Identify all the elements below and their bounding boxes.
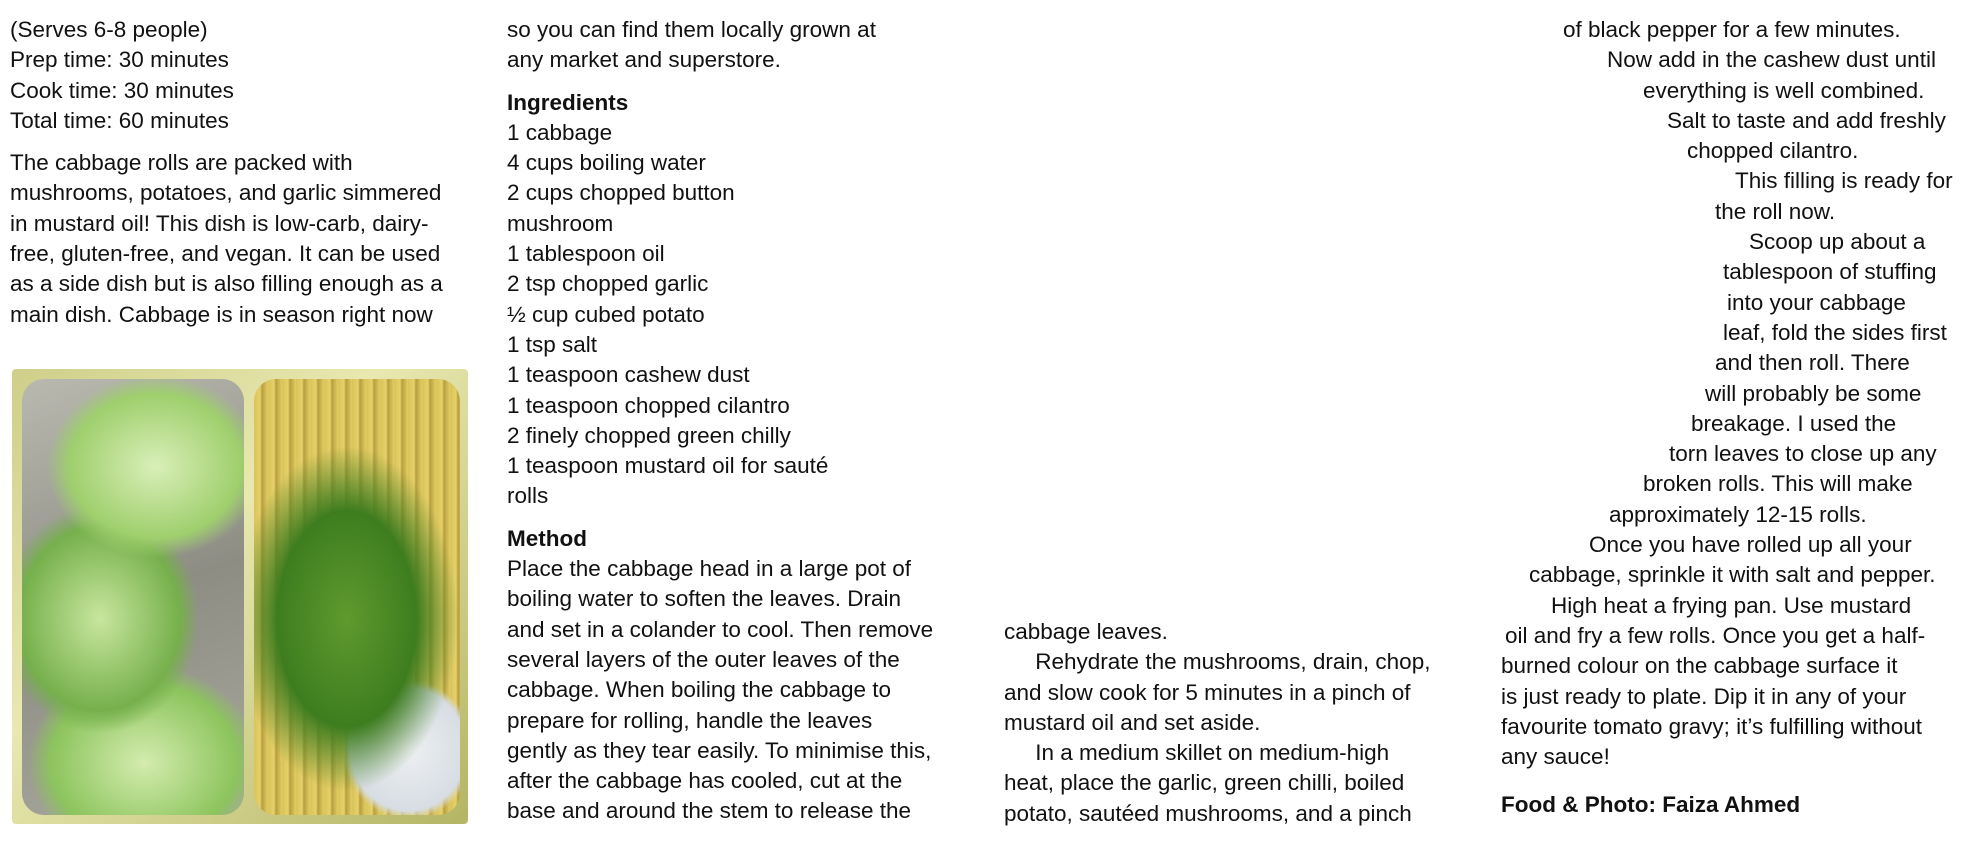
intro-line: in mustard oil! This dish is low-carb, dairy- — [10, 210, 429, 236]
method-line: favourite tomato gravy; it’s fulfilling without — [1501, 713, 1923, 739]
ingredient-item: 1 teaspoon cashew dust — [507, 362, 750, 388]
ingredients-heading: Ingredients — [507, 89, 629, 115]
method-line: is just ready to plate. Dip it in any of your — [1501, 683, 1907, 709]
ingredient-item: rolls — [507, 483, 549, 509]
method-line: and then roll. There — [1715, 350, 1910, 376]
ingredient-item: 2 tsp chopped garlic — [507, 271, 709, 297]
ingredient-item: 1 teaspoon chopped cilantro — [507, 392, 790, 418]
method-line: torn leaves to close up any — [1669, 441, 1937, 467]
column-1 — [10, 15, 480, 330]
method-line: chopped cilantro. — [1687, 138, 1859, 164]
ingredient-item: 2 finely chopped green chilly — [507, 422, 791, 448]
total-time-text: Total time: 60 minutes — [10, 107, 229, 133]
ingredient-item: 1 teaspoon mustard oil for sauté — [507, 453, 829, 479]
method-line: several layers of the outer leaves of the — [507, 646, 900, 672]
servings-text: (Serves 6-8 people) — [10, 17, 208, 42]
method-line: into your cabbage — [1727, 289, 1906, 315]
ingredient-item: ½ cup cubed potato — [507, 301, 705, 327]
method-line: Scoop up about a — [1749, 229, 1926, 255]
method-line: base and around the stem to release the — [507, 798, 912, 824]
method-line: potato, sautéed mushrooms, and a pinch — [1004, 800, 1412, 826]
method-line: gently as they tear easily. To minimise this, — [507, 737, 932, 763]
method-line: cabbage, sprinkle it with salt and pepper. — [1529, 562, 1936, 588]
method-line: the roll now. — [1715, 198, 1836, 224]
method-line: In a medium skillet on medium-high — [1004, 740, 1390, 766]
column-3 — [1004, 617, 1474, 829]
method-line: prepare for rolling, handle the leaves — [507, 707, 873, 733]
method-line: after the cabbage has cooled, cut at the — [507, 768, 903, 794]
method-line: Now add in the cashew dust until — [1607, 47, 1936, 73]
method-line: Rehydrate the mushrooms, drain, chop, — [1004, 649, 1431, 675]
cabbage-leaves-photo — [22, 379, 244, 815]
method-line: oil and fry a few rolls. Once you get a half- — [1505, 622, 1926, 648]
intro-line: main dish. Cabbage is in season right now — [10, 301, 433, 327]
column-2 — [507, 15, 977, 827]
ingredient-item: 4 cups boiling water — [507, 150, 706, 176]
intro-line: free, gluten-free, and vegan. It can be used — [10, 241, 441, 267]
method-line: heat, place the garlic, green chilli, boiled — [1004, 770, 1405, 796]
ingredient-item: 1 tsp salt — [507, 331, 598, 357]
column-4 — [1501, 15, 1970, 821]
method-line: breakage. I used the — [1691, 410, 1897, 436]
intro-line: as a side dish but is also filling enough as a — [10, 271, 443, 297]
method-line: tablespoon of stuffing — [1723, 259, 1937, 285]
intro-line: The cabbage rolls are packed with — [10, 150, 353, 176]
intro-line: mushrooms, potatoes, and garlic simmered — [10, 180, 442, 206]
ingredient-item: 1 cabbage — [507, 119, 613, 145]
intro-line: any market and superstore. — [507, 47, 781, 73]
method-line: mustard oil and set aside. — [1004, 709, 1261, 735]
method-line: broken rolls. This will make — [1643, 471, 1913, 497]
cook-time-text: Cook time: 30 minutes — [10, 77, 234, 103]
method-line: cabbage. When boiling the cabbage to — [507, 677, 892, 703]
ingredient-item: mushroom — [507, 210, 614, 236]
method-heading: Method — [507, 525, 587, 551]
ingredient-item: 1 tablespoon oil — [507, 241, 665, 267]
method-text — [507, 554, 977, 827]
method-line: Salt to taste and add freshly — [1667, 107, 1946, 133]
method-line: of black pepper for a few minutes. — [1563, 17, 1901, 42]
method-line: cabbage leaves. — [1004, 619, 1168, 644]
method-line: leaf, fold the sides first — [1723, 319, 1947, 345]
recipe-photo — [12, 369, 468, 824]
cilantro-photo — [254, 379, 460, 815]
method-line: This filling is ready for — [1735, 168, 1953, 194]
method-line: and slow cook for 5 minutes in a pinch of — [1004, 679, 1411, 705]
ingredients-list — [507, 118, 977, 512]
method-line: will probably be some — [1705, 380, 1922, 406]
method-line: Once you have rolled up all your — [1589, 532, 1912, 558]
method-line: everything is well combined. — [1643, 77, 1925, 103]
method-line: approximately 12-15 rolls. — [1609, 501, 1867, 527]
method-line: any sauce! — [1501, 744, 1610, 770]
intro-line: so you can find them locally grown at — [507, 17, 876, 42]
method-line: Place the cabbage head in a large pot of — [507, 556, 912, 582]
method-line: burned colour on the cabbage surface it — [1501, 653, 1898, 679]
method-line: High heat a frying pan. Use mustard — [1551, 592, 1912, 618]
recipe-meta — [10, 15, 480, 136]
photo-credit: Food & Photo: Faiza Ahmed — [1501, 792, 1801, 818]
method-line: and set in a colander to cool. Then remove — [507, 616, 934, 642]
method-line: boiling water to soften the leaves. Drain — [507, 586, 901, 612]
intro-paragraph — [10, 148, 480, 330]
ingredient-item: 2 cups chopped button — [507, 180, 735, 206]
prep-time-text: Prep time: 30 minutes — [10, 47, 229, 73]
